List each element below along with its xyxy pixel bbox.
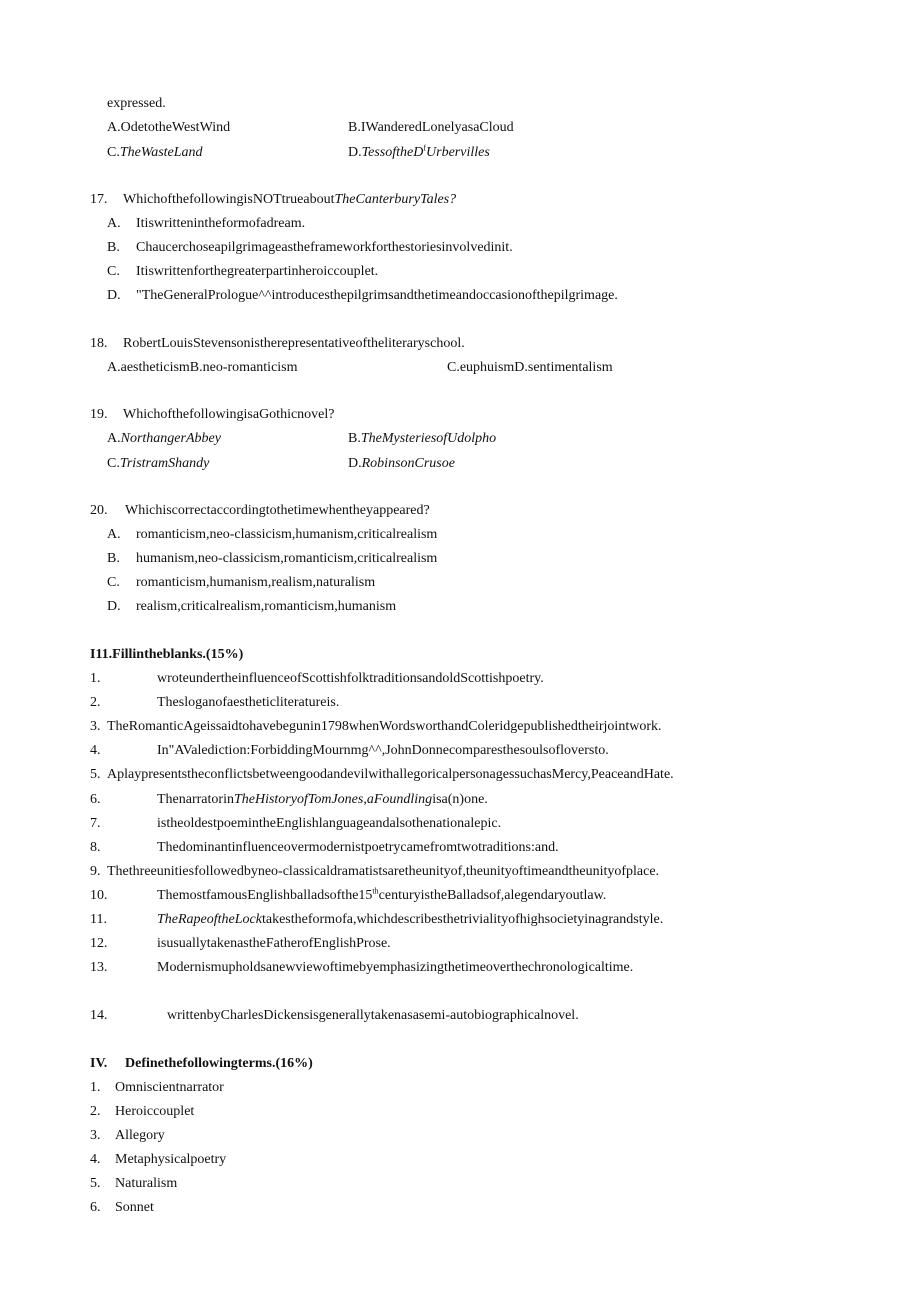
item-number: 2. [90, 695, 101, 710]
work-title: TheHistoryofTomJones,aFoundling [233, 792, 433, 807]
q20-option-a [107, 526, 437, 544]
blank-item [90, 935, 391, 953]
superscript: f [423, 143, 427, 153]
section-number: IV. [90, 1056, 108, 1071]
q18-stem [90, 335, 465, 353]
q20-option-d [107, 598, 396, 616]
question-number: 19. [90, 407, 108, 422]
item-text: Modernismupholdsanewviewoftimebyemphasizingthetimeoverthechronologicaltime. [157, 960, 634, 975]
blank-item [90, 839, 559, 857]
question-text: WhichofthefollowingisaGothicnovel? [123, 407, 335, 422]
q16-option-a: A.OdetotheWestWind [107, 120, 231, 135]
q17-option-c [107, 263, 378, 281]
q16-option-b: B.IWanderedLonelyasaCloud [348, 120, 514, 135]
q19-option-d [348, 455, 455, 473]
option-text: romanticism,neo-classicism,humanism,criticalrealism [136, 527, 438, 542]
term-text: Allegory [115, 1128, 165, 1143]
item-text-rest: takestheformofa,whichdescribesthetrivialityofhighsocietyinagrandstyle. [261, 912, 664, 927]
item-number: 12. [90, 936, 108, 951]
option-text: Itiswrittenforthegreaterpartinheroiccouplet. [136, 264, 379, 279]
item-text: AplaypresentstheconflictsbetweengoodandevilwithallegoricalpersonagessuchasMercy,PeaceandHate. [107, 767, 674, 782]
option-text: humanism,neo-classicism,romanticism,criticalrealism [136, 551, 438, 566]
work-title: NorthangerAbbey [120, 431, 221, 446]
blank-item [90, 911, 663, 929]
option-text: Chaucerchoseapilgrimageastheframeworkforthestoriesinvolvedinit. [136, 240, 513, 255]
item-number: 13. [90, 960, 108, 975]
item-text: writtenbyCharlesDickensisgenerallytakenasasemi-autobiographicalnovel. [167, 1008, 579, 1023]
term-item [90, 1199, 154, 1217]
option-letter: A. [107, 431, 121, 446]
q19-option-c [107, 455, 209, 473]
q18-options-cd: C.euphuismD.sentimentalism [447, 360, 613, 375]
item-number: 11. [90, 912, 107, 927]
term-text: Sonnet [115, 1200, 154, 1215]
item-number: 5. [90, 1176, 101, 1191]
option-text: realism,criticalrealism,romanticism,humanism [136, 599, 397, 614]
q16-option-c [107, 144, 203, 162]
blank-item [90, 742, 609, 760]
term-item [90, 1127, 165, 1145]
item-number: 10. [90, 888, 108, 903]
section-heading-fill-blanks: I11.Fillintheblanks.(15%) [90, 647, 244, 662]
blank-item [90, 959, 633, 977]
q19-stem [90, 406, 335, 424]
option-text: romanticism,humanism,realism,naturalism [136, 575, 376, 590]
q16-option-d [348, 144, 490, 162]
work-title: TheRapeoftheLock [157, 912, 262, 927]
option-letter: B. [348, 431, 361, 446]
term-text: Metaphysicalpoetry [115, 1152, 227, 1167]
term-text: Omniscientnarrator [115, 1080, 224, 1095]
item-text: Thedominantinfluenceovermodernistpoetrycamefromtwotraditions:and. [157, 840, 559, 855]
blank-item [90, 863, 659, 881]
item-number: 1. [90, 1080, 101, 1095]
section-title: Definethefollowingterms.(16%) [125, 1056, 313, 1071]
term-item [90, 1175, 177, 1193]
q19-option-b [348, 430, 496, 448]
work-title: RobinsonCrusoe [361, 456, 455, 471]
item-text: Thesloganofaestheticliteratureis. [157, 695, 340, 710]
item-number: 3. [90, 719, 101, 734]
blank-item [90, 887, 606, 905]
item-number: 1. [90, 671, 101, 686]
question-text: Whichiscorrectaccordingtothetimewhentheyappeared? [125, 503, 430, 518]
item-text: Thethreeunitiesfollowedbyneo-classicaldramatistsaretheunityof,theunityoftimeandtheunityofplace. [107, 864, 660, 879]
blank-item [90, 694, 339, 712]
option-letter: D. [348, 456, 362, 471]
q20-stem [90, 502, 430, 520]
item-text: ThemostfamousEnglishballadsofthe15 [157, 888, 373, 903]
option-letter: A. [107, 527, 121, 542]
option-letter: C. [107, 456, 120, 471]
work-title-rest: Urbervilles [426, 145, 490, 160]
item-text: In"AValediction:ForbiddingMournmg^^,JohnDonnecomparesthesoulsofloversto. [157, 743, 609, 758]
blank-item [90, 670, 544, 688]
option-letter: C. [107, 264, 120, 279]
q19-option-a [107, 430, 221, 448]
option-letter: C. [107, 145, 120, 160]
term-text: Heroiccouplet [115, 1104, 195, 1119]
option-letter: B. [107, 240, 120, 255]
item-number: 7. [90, 816, 101, 831]
question-number: 17. [90, 192, 108, 207]
blank-item [90, 766, 674, 784]
superscript: th [372, 886, 379, 896]
work-title: TheWasteLand [119, 145, 203, 160]
question-text: WhichofthefollowingisNOTtrueabout [123, 192, 335, 207]
option-text: Itiswrittenintheformofadream. [136, 216, 306, 231]
item-number: 4. [90, 1152, 101, 1167]
term-item [90, 1103, 194, 1121]
option-letter: D. [107, 599, 121, 614]
term-text: Naturalism [115, 1176, 178, 1191]
q17-option-a [107, 215, 305, 233]
question-text: RobertLouisStevensonistherepresentativeoftheliteraryschool. [123, 336, 465, 351]
q17-option-b [107, 239, 513, 257]
item-number: 3. [90, 1128, 101, 1143]
item-text: istheoldestpoemintheEnglishlanguageandalsothenationalepic. [157, 816, 502, 831]
section-heading-define-terms [90, 1055, 313, 1073]
q17-option-d [107, 287, 618, 305]
option-letter: D. [107, 288, 121, 303]
q20-option-c [107, 574, 375, 592]
term-item [90, 1151, 226, 1169]
option-letter: B. [107, 551, 120, 566]
item-number: 2. [90, 1104, 101, 1119]
work-title: TheMysteriesofUdolpho [360, 431, 497, 446]
option-letter: C. [107, 575, 120, 590]
blank-item [90, 791, 488, 809]
item-number: 4. [90, 743, 101, 758]
item-text: TheRomanticAgeissaidtohavebegunin1798whenWordsworthandColeridgepublishedtheirjointwork. [107, 719, 662, 734]
work-title: TheCanterburyTales? [334, 192, 457, 207]
q20-option-b [107, 550, 437, 568]
q18-options-ab: A.aestheticismB.neo-romanticism [107, 360, 298, 375]
item-text-rest: centuryistheBalladsof,alegendaryoutlaw. [378, 888, 607, 903]
blank-item [90, 718, 661, 736]
term-item [90, 1079, 224, 1097]
option-letter: D. [348, 145, 362, 160]
item-text: wroteundertheinfluenceofScottishfolktraditionsandoldScottishpoetry. [157, 671, 544, 686]
item-number: 6. [90, 792, 101, 807]
blank-item [90, 815, 501, 833]
item-number: 14. [90, 1008, 108, 1023]
item-text: isusuallytakenastheFatherofEnglishProse. [157, 936, 391, 951]
q17-stem [90, 191, 456, 209]
item-number: 6. [90, 1200, 101, 1215]
work-title: TessoftheD [361, 145, 424, 160]
blank-item [90, 1007, 579, 1025]
item-text-rest: isa(n)one. [432, 792, 488, 807]
work-title: TristramShandy [119, 456, 210, 471]
item-text: Thenarratorin [157, 792, 234, 807]
option-letter: A. [107, 216, 121, 231]
q16-tail: expressed. [107, 96, 166, 111]
question-number: 20. [90, 503, 108, 518]
option-text: "TheGeneralPrologue^^introducesthepilgrimsandthetimeandoccasionofthepilgrimage. [136, 288, 618, 303]
item-number: 9. [90, 864, 101, 879]
question-number: 18. [90, 336, 108, 351]
item-number: 8. [90, 840, 101, 855]
item-number: 5. [90, 767, 101, 782]
